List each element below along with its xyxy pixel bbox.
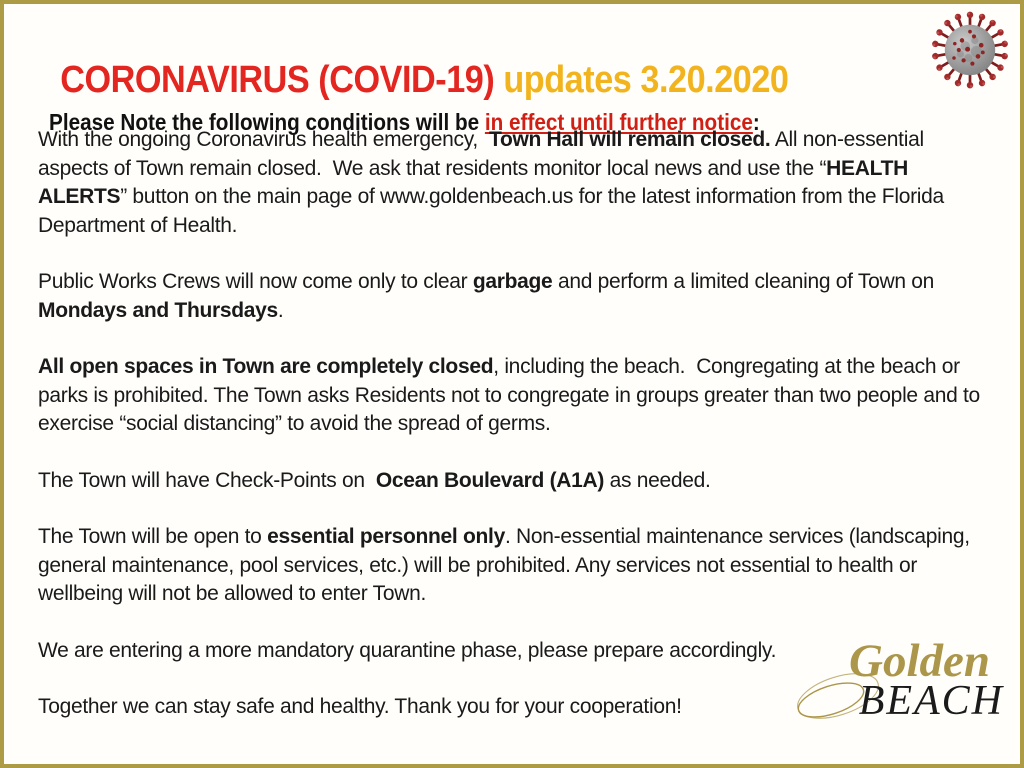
text-run: . Non-essential maintenance services (landscaping, general maintenance, pool services, etc.) will be prohibited. Any services not essential to health or wellbeing will not be allowed to enter Town. bbox=[38, 525, 976, 605]
golden-beach-logo bbox=[794, 635, 1004, 740]
paragraph-public-works bbox=[38, 268, 990, 325]
text-run: , including the beach. Congregating at the beach or parks is prohibited. The Town asks Residents not to congregate in groups greater than two people and to exercise “social distancing” to avoid the spread of germs. bbox=[38, 355, 986, 435]
notice-prefix: Please Note the following conditions will be bbox=[49, 109, 485, 135]
text-run: We are entering a more mandatory quarantine phase, please prepare accordingly. bbox=[38, 638, 777, 662]
text-run-bold: HEALTH ALERTS bbox=[38, 156, 913, 208]
text-run-bold: Town Hall will remain closed. bbox=[488, 128, 771, 151]
text-run: and perform a limited cleaning of Town on bbox=[552, 270, 940, 293]
title-main: CORONAVIRUS (COVID-19) bbox=[60, 59, 504, 101]
text-run: . bbox=[277, 298, 284, 322]
notice-suffix: : bbox=[752, 109, 760, 135]
text-run: Public Works Crews will now come only to clear bbox=[38, 270, 473, 293]
text-run: as needed. bbox=[604, 468, 711, 492]
text-run: The Town will have Check-Points on bbox=[38, 468, 376, 492]
text-run-bold: garbage bbox=[472, 270, 553, 293]
notice-highlight: in effect until further notice bbox=[484, 109, 753, 135]
text-run: ” button on the main page of www.goldenbeach.us for the latest information from the Florida Department of Health. bbox=[38, 185, 950, 237]
text-run: The Town will be open to bbox=[38, 525, 268, 548]
title-updates: updates 3.20.2020 bbox=[503, 59, 789, 101]
text-run-bold: Mondays and Thursdays bbox=[38, 298, 278, 322]
text-run-bold: essential personnel only bbox=[267, 525, 505, 548]
logo-script-word: Golden bbox=[849, 635, 990, 687]
text-run-bold: Ocean Boulevard (A1A) bbox=[375, 468, 605, 492]
text-run-bold: All open spaces in Town are completely closed bbox=[38, 355, 494, 378]
logo-caps-word: BEACH bbox=[858, 678, 1004, 724]
text-run: With the ongoing Coronavirus health emergency, bbox=[38, 128, 489, 151]
paragraph-checkpoints bbox=[38, 467, 990, 496]
paragraph-town-hall bbox=[38, 126, 990, 240]
text-run: All non-essential aspects of Town remain closed. We ask that residents monitor local news and use the “ bbox=[38, 128, 930, 180]
coronavirus-icon bbox=[930, 10, 1010, 90]
text-run: Together we can stay safe and healthy. Thank you for your cooperation! bbox=[38, 695, 682, 718]
paragraph-essential-only bbox=[38, 523, 990, 609]
paragraph-open-spaces bbox=[38, 353, 990, 439]
